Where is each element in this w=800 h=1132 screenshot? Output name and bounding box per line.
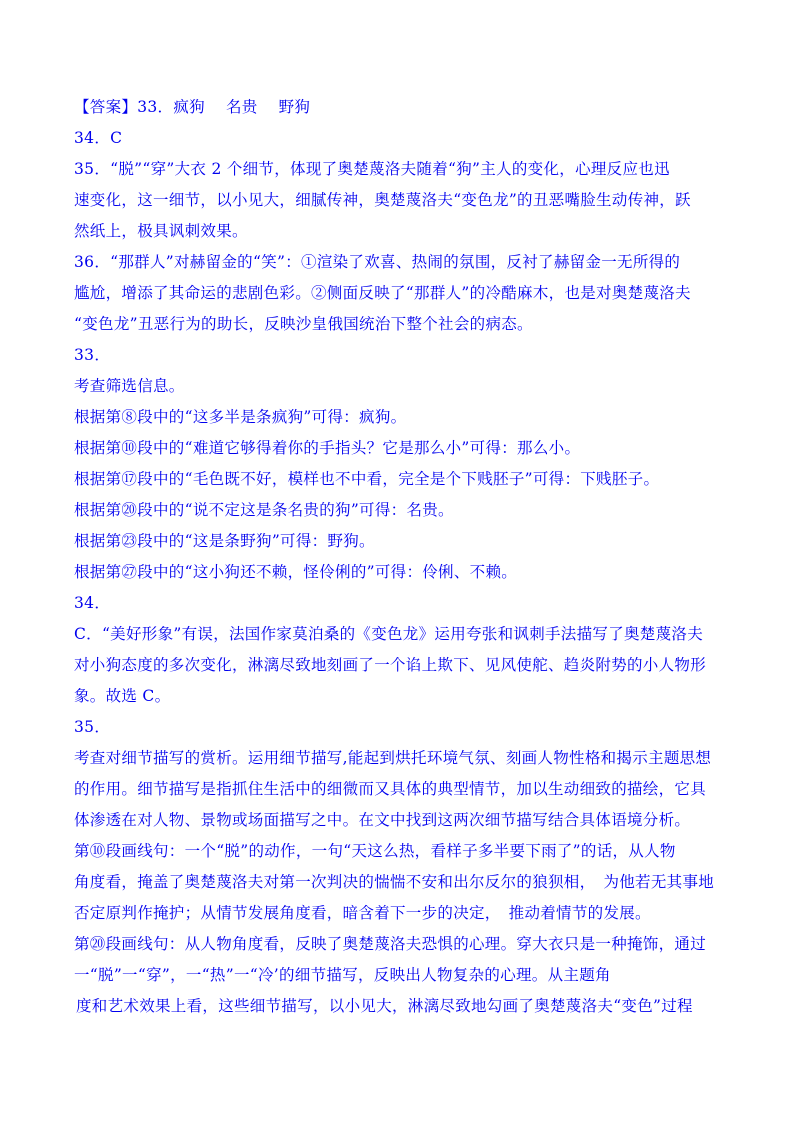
analysis-33-line-4: 根据第⑰段中的“毛色既不好，模样也不中看，完全是个下贱胚子”可得：下贱胚子。 xyxy=(74,470,660,488)
analysis-33-line-2: 根据第⑧段中的“这多半是条疯狗”可得：疯狗。 xyxy=(74,408,407,426)
answer-36-line-1: 36．“那群人”对赫留金的“笑”：①渲染了欢喜、热闹的氛围，反衬了赫留金一无所得的 xyxy=(74,253,681,271)
answer-36-line-2: 尴尬，增添了其命运的悲剧色彩。②侧面反映了“那群人”的冷酷麻木，也是对奥楚蔑洛夫 xyxy=(74,284,691,302)
analysis-33-line-6: 根据第㉓段中的“这是条野狗”可得：野狗。 xyxy=(74,532,375,550)
analysis-34-line-2: 对小狗态度的多次变化，淋漓尽致地刻画了一个谄上欺下、见风使舵、趋炎附势的小人物形 xyxy=(74,656,707,674)
answer-heading-line: 【答案】33．疯狗 名贵 野狗 xyxy=(74,98,311,116)
answer-35-line-2: 速变化，这一细节，以小见大，细腻传神，奥楚蔑洛夫“变色龙”的丑恶嘴脸生动传神，跃 xyxy=(74,191,691,209)
answer-text-block xyxy=(74,92,734,1022)
analysis-35-line-9: 度和艺术效果上看，这些细节描写，以小见大，淋漓尽致地勾画了奥楚蔑洛夫“变色”过程 xyxy=(76,997,693,1015)
analysis-33-line-7: 根据第㉗段中的“这小狗还不赖，怪伶俐的”可得：伶俐、不赖。 xyxy=(74,563,518,581)
analysis-34-line-3: 象。故选 C。 xyxy=(74,687,171,705)
answer-35-line-3: 然纸上，极具讽刺效果。 xyxy=(74,222,248,240)
analysis-34-heading: 34． xyxy=(74,594,111,612)
analysis-35-heading: 35． xyxy=(74,718,111,736)
answer-35-line-1: 35．“脱”“穿”大衣 2 个细节，体现了奥楚蔑洛夫随着“狗”主人的变化，心理反应也迅 xyxy=(74,160,670,178)
analysis-35-line-6: 否定原判作掩护；从情节发展角度看，暗含着下一步的决定， 推动着情节的发展。 xyxy=(74,904,651,922)
analysis-34-line-1: C．“美好形象”有误，法国作家莫泊桑的《变色龙》运用夸张和讽刺手法描写了奥楚蔑洛夫 xyxy=(74,625,704,643)
analysis-33-line-3: 根据第⑩段中的“难道它够得着你的手指头？它是那么小”可得：那么小。 xyxy=(74,439,581,457)
analysis-35-line-4: 第⑩段画线句：一个“脱”的动作，一句“天这么热，看样子多半要下雨了”的话，从人物 xyxy=(74,842,676,860)
answer-34-line: 34．C xyxy=(74,129,123,147)
analysis-33-line-1: 考查筛选信息。 xyxy=(74,377,185,395)
analysis-33-heading: 33． xyxy=(74,346,111,364)
answer-36-line-3: “变色龙”丑恶行为的助长，反映沙皇俄国统治下整个社会的病态。 xyxy=(74,315,533,333)
analysis-35-line-2: 的作用。细节描写是指抓住生活中的细微而又具体的典型情节，加以生动细致的描绘，它具 xyxy=(74,780,707,798)
analysis-35-line-5: 角度看，掩盖了奥楚蔑洛夫对第一次判决的惴惴不安和出尔反尔的狼狈相， 为他若无其事地 xyxy=(74,873,715,891)
analysis-35-line-3: 体渗透在对人物、景物或场面描写之中。在文中找到这两次细节描写结合具体语境分析。 xyxy=(74,811,691,829)
analysis-35-line-1: 考查对细节描写的赏析。运用细节描写,能起到烘托环境气氛、刻画人物性格和揭示主题思想 xyxy=(74,749,712,767)
analysis-35-line-7: 第⑳段画线句：从人物角度看，反映了奥楚蔑洛夫恐惧的心理。穿大衣只是一种掩饰，通过 xyxy=(74,935,707,953)
analysis-33-line-5: 根据第⑳段中的“说不定这是条名贵的狗”可得：名贵。 xyxy=(74,501,454,519)
analysis-35-line-8: 一“脱”一“穿”，一“热”一“冷’的细节描写，反映出人物复杂的心理。从主题角 xyxy=(74,966,611,984)
